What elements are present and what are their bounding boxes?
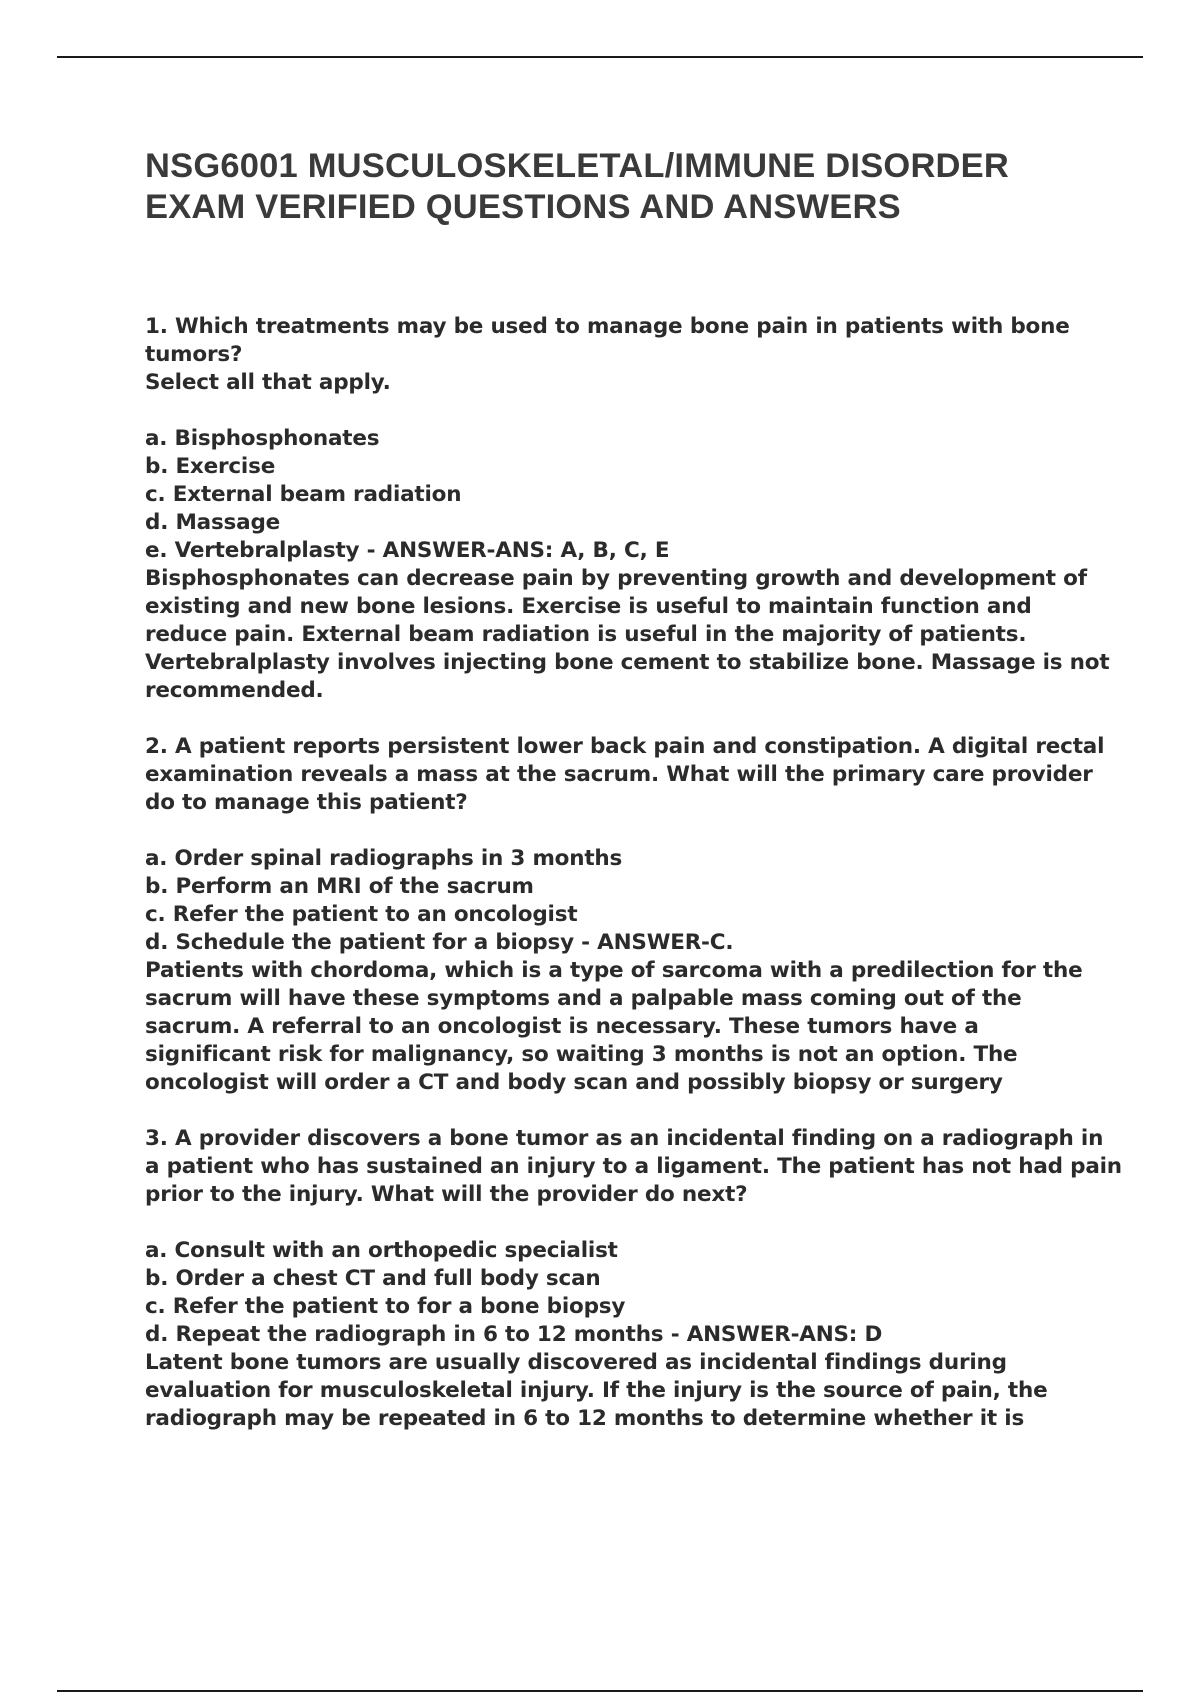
- option-line: c. Refer the patient to an oncologist: [145, 902, 578, 927]
- stem-line: 3. A provider discovers a bone tumor as an incidental finding on a radiograph in: [145, 1126, 1104, 1151]
- option-line: b. Perform an MRI of the sacrum: [145, 874, 534, 899]
- stem-line: examination reveals a mass at the sacrum. What will the primary care provider: [145, 762, 1093, 787]
- option-line: c. External beam radiation: [145, 482, 462, 507]
- rationale-line: reduce pain. External beam radiation is useful in the majority of patients.: [145, 622, 1027, 647]
- option-line: d. Repeat the radiograph in 6 to 12 months - ANSWER-ANS: D: [145, 1322, 883, 1347]
- stem-line: a patient who has sustained an injury to a ligament. The patient has not had pain: [145, 1154, 1122, 1179]
- spacer: [145, 705, 1105, 733]
- option-line: e. Vertebralplasty - ANSWER-ANS: A, B, C, E: [145, 538, 670, 563]
- top-rule: [57, 56, 1143, 58]
- title-line: NSG6001 MUSCULOSKELETAL/IMMUNE DISORDER: [145, 147, 1009, 185]
- question-2: [145, 733, 1105, 1097]
- rationale-line: Vertebralplasty involves injecting bone cement to stabilize bone. Massage is not: [145, 650, 1110, 675]
- option-line: a. Order spinal radiographs in 3 months: [145, 846, 623, 871]
- stem-line: do to manage this patient?: [145, 790, 468, 815]
- rationale-line: evaluation for musculoskeletal injury. If the injury is the source of pain, the: [145, 1378, 1048, 1403]
- question-stem: [145, 1125, 1122, 1209]
- answer-options: [145, 425, 1105, 565]
- stem-line: tumors?: [145, 342, 243, 367]
- rationale-line: significant risk for malignancy, so waiting 3 months is not an option. The: [145, 1042, 1018, 1067]
- rationale-line: radiograph may be repeated in 6 to 12 months to determine whether it is: [145, 1406, 1025, 1431]
- rationale-line: sacrum will have these symptoms and a palpable mass coming out of the: [145, 986, 1022, 1011]
- option-line: b. Order a chest CT and full body scan: [145, 1266, 601, 1291]
- option-line: d. Schedule the patient for a biopsy - ANSWER-C.: [145, 930, 734, 955]
- question-3: [145, 1125, 1122, 1433]
- stem-line: Select all that apply.: [145, 370, 391, 395]
- rationale-line: recommended.: [145, 678, 324, 703]
- spacer: [145, 397, 1105, 425]
- answer-options: [145, 845, 1105, 957]
- question-list: [145, 313, 1122, 1433]
- spacer: [145, 1097, 1105, 1125]
- stem-line: prior to the injury. What will the provider do next?: [145, 1182, 748, 1207]
- document-title: [145, 146, 1105, 228]
- title-line: EXAM VERIFIED QUESTIONS AND ANSWERS: [145, 188, 901, 226]
- spacer: [145, 1209, 1105, 1237]
- rationale: [145, 957, 1105, 1097]
- rationale-line: sacrum. A referral to an oncologist is necessary. These tumors have a: [145, 1014, 979, 1039]
- rationale-line: Patients with chordoma, which is a type of sarcoma with a predilection for the: [145, 958, 1083, 983]
- spacer: [145, 817, 1105, 845]
- option-line: a. Consult with an orthopedic specialist: [145, 1238, 618, 1263]
- stem-line: 2. A patient reports persistent lower back pain and constipation. A digital rectal: [145, 734, 1105, 759]
- rationale: [145, 565, 1110, 705]
- question-stem: [145, 313, 1105, 397]
- rationale: [145, 1349, 1105, 1433]
- rationale-line: existing and new bone lesions. Exercise is useful to maintain function and: [145, 594, 1032, 619]
- option-line: a. Bisphosphonates: [145, 426, 380, 451]
- stem-line: 1. Which treatments may be used to manage bone pain in patients with bone: [145, 314, 1070, 339]
- question-stem: [145, 733, 1105, 817]
- option-line: d. Massage: [145, 510, 281, 535]
- option-line: c. Refer the patient to for a bone biopsy: [145, 1294, 626, 1319]
- bottom-rule: [57, 1690, 1143, 1692]
- rationale-line: Latent bone tumors are usually discovered as incidental findings during: [145, 1350, 1007, 1375]
- rationale-line: oncologist will order a CT and body scan and possibly biopsy or surgery: [145, 1070, 1003, 1095]
- question-1: [145, 313, 1110, 705]
- option-line: b. Exercise: [145, 454, 276, 479]
- answer-options: [145, 1237, 1105, 1349]
- rationale-line: Bisphosphonates can decrease pain by preventing growth and development of: [145, 566, 1087, 591]
